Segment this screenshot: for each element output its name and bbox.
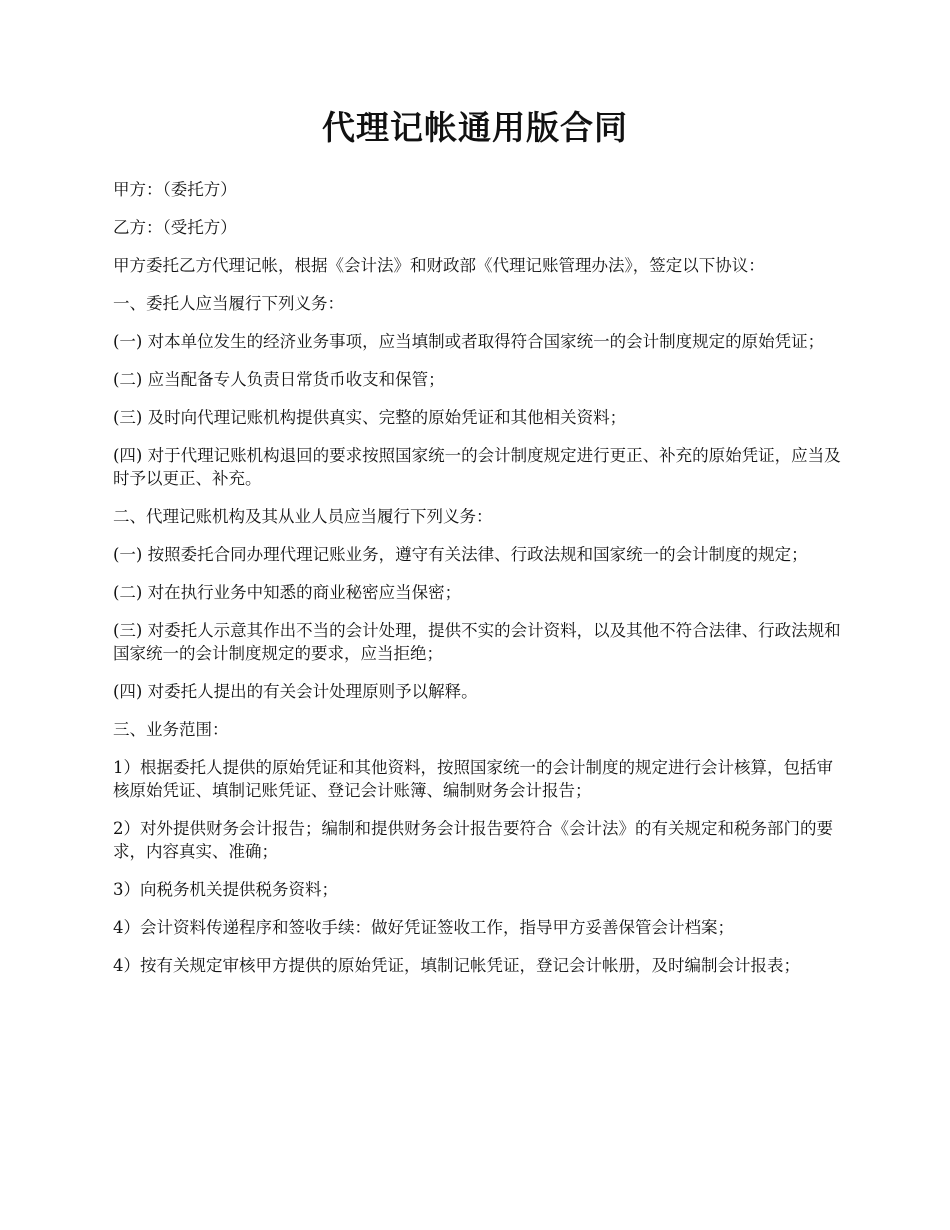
section-heading-2: 二、代理记账机构及其从业人员应当履行下列义务： (113, 507, 493, 526)
section-heading-1: 一、委托人应当履行下列义务： (113, 294, 344, 313)
scope-item-4: 4）会计资料传递程序和签收手续：做好凭证签收工作，指导甲方妥善保管会计档案； (113, 918, 734, 937)
preamble-paragraph: 甲方委托乙方代理记帐，根据《会计法》和财政部《代理记账管理办法》，签定以下协议： (113, 256, 765, 275)
party-b-line: 乙方：（受托方） (113, 218, 237, 237)
clause-2-2: (二) 对在执行业务中知悉的商业秘密应当保密； (113, 583, 462, 602)
scope-item-1: 1）根据委托人提供的原始凭证和其他资料，按照国家统一的会计制度的规定进行会计核算，包括审核原始凭证、填制记账凭证、登记会计账簿、编制财务会计报告； (113, 758, 833, 800)
clause-1-2: (二) 应当配备专人负责日常货币收支和保管； (113, 370, 445, 389)
clause-1-3: (三) 及时向代理记账机构提供真实、完整的原始凭证和其他相关资料； (113, 408, 627, 427)
scope-item-3: 3）向税务机关提供税务资料； (113, 880, 338, 899)
document-body (113, 178, 843, 992)
clause-1-4: (四) 对于代理记账机构退回的要求按照国家统一的会计制度规定进行更正、补充的原始凭证，应当及时予以更正、补充。 (113, 446, 841, 488)
clause-1-1: (一) 对本单位发生的经济业务事项，应当填制或者取得符合国家统一的会计制度规定的原始凭证； (113, 332, 825, 351)
document-title: 代理记帐通用版合同 (322, 108, 628, 147)
scope-item-2: 2）对外提供财务会计报告；编制和提供财务会计报告要符合《会计法》的有关规定和税务部门的要求，内容真实、准确； (113, 819, 833, 861)
clause-2-4: (四) 对委托人提出的有关会计处理原则予以解释。 (113, 682, 478, 701)
scope-item-5: 4）按有关规定审核甲方提供的原始凭证，填制记帐凭证，登记会计帐册，及时编制会计报表； (113, 956, 800, 975)
section-heading-3: 三、业务范围： (113, 720, 229, 739)
party-a-line: 甲方：（委托方） (113, 180, 237, 199)
clause-2-1: (一) 按照委托合同办理代理记账业务，遵守有关法律、行政法规和国家统一的会计制度的规定； (113, 545, 808, 564)
clause-2-3: (三) 对委托人示意其作出不当的会计处理，提供不实的会计资料，以及其他不符合法律、行政法规和国家统一的会计制度规定的要求，应当拒绝； (113, 621, 841, 663)
